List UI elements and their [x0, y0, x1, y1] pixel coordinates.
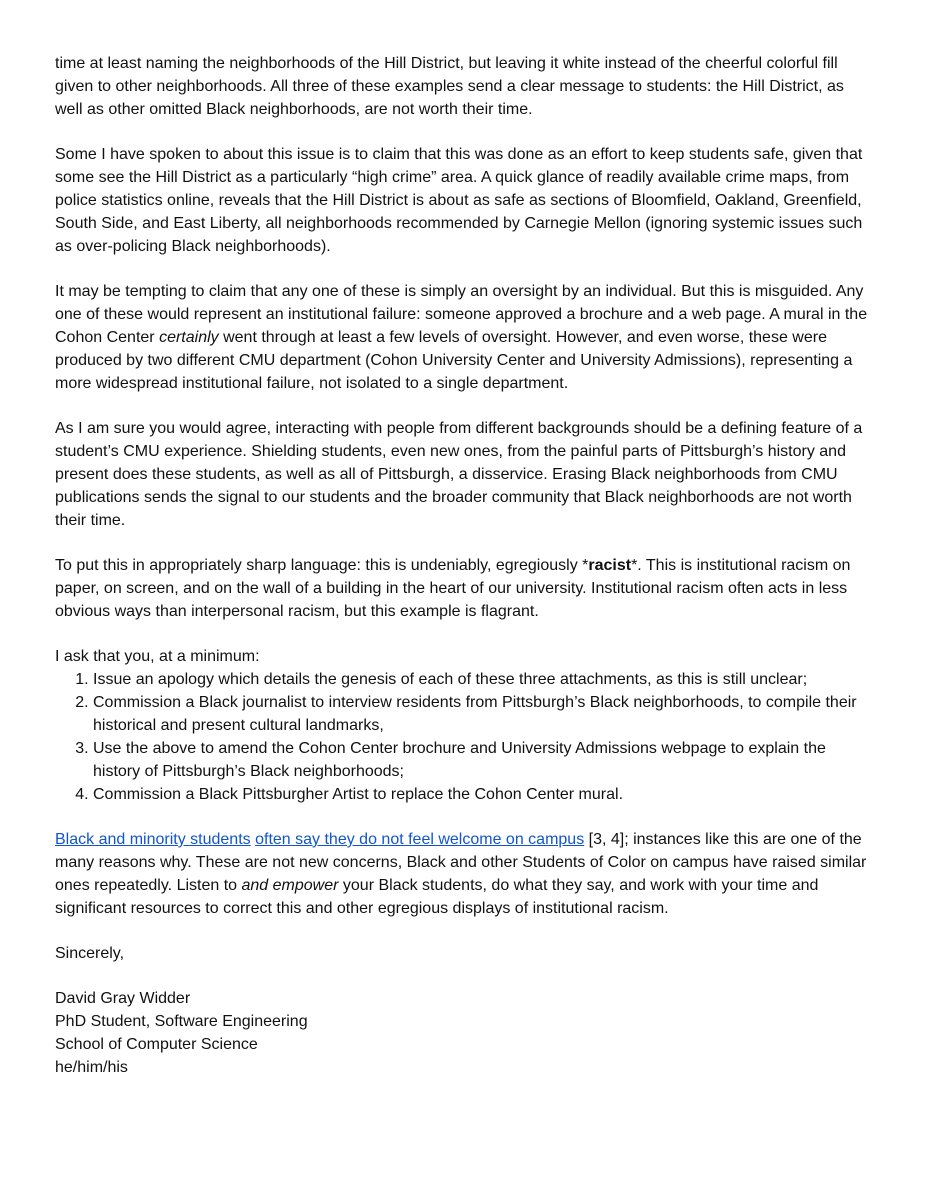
paragraph-students-text-a: [3, 4]; instances like this are one of the many reasons why. These are not new concerns, Black and other Students of Color on campus have raised similar ones repeatedly. Listen to	[55, 831, 867, 894]
paragraph-institutional-racism	[55, 554, 875, 623]
link-not-welcome-on-campus[interactable]: often say they do not feel welcome on campus	[255, 831, 585, 848]
paragraph-institutional-failure	[55, 280, 875, 395]
paragraph-students-text-b: your Black students, do what they say, and work with your time and significant resources to correct this and other egregious displays of institutional racism.	[55, 877, 819, 917]
emphasis-certainly: certainly	[159, 329, 219, 346]
list-item: 2. Commission a Black journalist to interview residents from Pittsburgh’s Black neighborhoods, to compile their historical and present cultural landmarks,	[93, 691, 875, 737]
emphasis-and-empower: and empower	[241, 877, 339, 894]
signature-block	[55, 987, 875, 1079]
signature-name: David Gray Widder	[55, 990, 191, 1007]
signature-title: PhD Student, Software Engineering	[55, 1013, 308, 1030]
paragraph-institutional-failure-text-a: It may be tempting to claim that any one of these is simply an oversight by an individual. But this is misguided. Any one of these would represent an institutional failure: someone approved a brochure and a web page. A mural in the Cohon Center	[55, 283, 868, 346]
letter-page	[55, 52, 875, 1079]
list-item: 1. Issue an apology which details the genesis of each of these three attachments, as this is still unclear;	[93, 668, 875, 691]
paragraph-safety-claim: Some I have spoken to about this issue is to claim that this was done as an effort to keep students safe, given that some see the Hill District as a particularly “high crime” area. A quick glance of readily available crime maps, from police statistics online, reveals that the Hill District is about as safe as sections of Bloomfield, Oakland, Greenfield, South Side, and East Liberty, all neighborhoods recommended by Carnegie Mellon (ignoring systemic issues such as over-policing Black neighborhoods).	[55, 146, 863, 255]
link-black-minority-students[interactable]: Black and minority students	[55, 831, 251, 848]
closing: Sincerely,	[55, 945, 125, 962]
paragraph-racism-text-a: To put this in appropriately sharp language: this is undeniably, egregiously *	[55, 557, 589, 574]
emphasis-racist: racist	[588, 557, 632, 574]
signature-school: School of Computer Science	[55, 1036, 258, 1053]
paragraph-institutional-failure-text-b: went through at least a few levels of oversight. However, and even worse, these were produced by two different CMU department (Cohon University Center and University Admissions), representing a more widespread institutional failure, not isolated to a single department.	[55, 329, 853, 392]
asks-intro: I ask that you, at a minimum:	[55, 648, 260, 665]
list-item: 4. Commission a Black Pittsburgher Artist to replace the Cohon Center mural.	[93, 783, 875, 806]
paragraph-students-welcome	[55, 828, 875, 920]
asks-list	[55, 668, 875, 806]
signature-pronouns: he/him/his	[55, 1059, 128, 1076]
paragraph-hill-district-map: time at least naming the neighborhoods of the Hill District, but leaving it white instead of the cheerful colorful fill given to other neighborhoods. All three of these examples send a clear message to students: the Hill District, as well as other omitted Black neighborhoods, are not worth their time.	[55, 55, 844, 118]
list-item: 3. Use the above to amend the Cohon Center brochure and University Admissions webpage to explain the history of Pittsburgh’s Black neighborhoods;	[93, 737, 875, 783]
paragraph-cmu-experience: As I am sure you would agree, interacting with people from different backgrounds should be a defining feature of a student’s CMU experience. Shielding students, even new ones, from the painful parts of Pittsburgh’s history and present does these students, as well as all of Pittsburgh, a disservice. Erasing Black neighborhoods from CMU publications sends the signal to our students and the broader community that Black neighborhoods are not worth their time.	[55, 420, 863, 529]
paragraph-racism-text-b: *. This is institutional racism on paper, on screen, and on the wall of a building in the heart of our university. Institutional racism often acts in less obvious ways than interpersonal racism, but this example is flagrant.	[55, 557, 851, 620]
